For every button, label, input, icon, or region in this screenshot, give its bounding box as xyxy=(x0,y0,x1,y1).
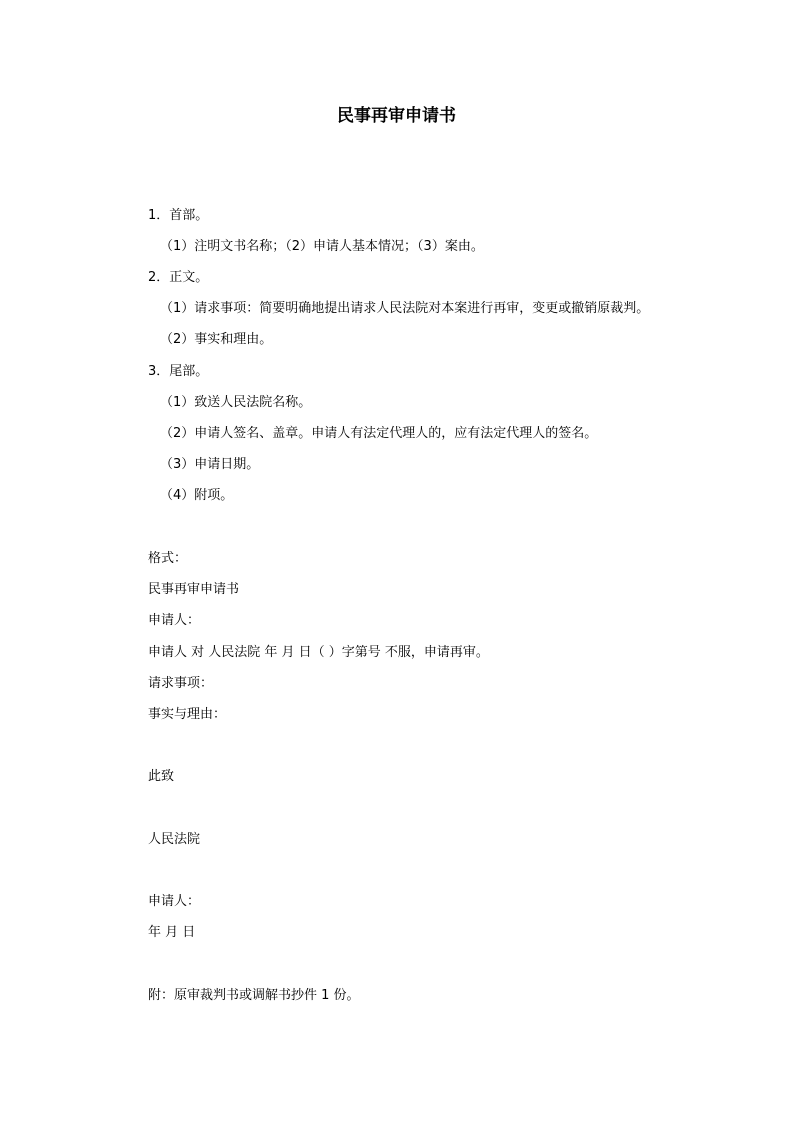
section-1-heading: 1．首部。 xyxy=(148,208,209,223)
section-1-items: （1）注明文书名称；（2）申请人基本情况；（3）案由。 xyxy=(160,239,484,254)
section-3-item-2: （2）申请人签名、盖章。申请人有法定代理人的，应有法定代理人的签名。 xyxy=(160,426,598,441)
format-date: 年 月 日 xyxy=(148,925,196,940)
format-signature-label: 申请人： xyxy=(148,894,201,909)
section-3-heading: 3．尾部。 xyxy=(148,364,209,379)
section-2-heading: 2．正文。 xyxy=(148,270,209,285)
document-title: 民事再审申请书 xyxy=(337,106,456,126)
format-request-label: 请求事项： xyxy=(148,676,214,691)
format-label: 格式： xyxy=(148,551,188,566)
format-facts-label: 事实与理由： xyxy=(148,707,227,722)
section-2-item-1: （1）请求事项：简要明确地提出请求人民法院对本案进行再审，变更或撤销原裁判。 xyxy=(160,301,650,316)
format-doc-name: 民事再审申请书 xyxy=(148,582,240,597)
format-statement: 申请人 对 人民法院 年 月 日（ ）字第号 不服，申请再审。 xyxy=(148,645,489,660)
format-attachment: 附：原审裁判书或调解书抄件 1 份。 xyxy=(148,988,360,1003)
section-3-item-1: （1）致送人民法院名称。 xyxy=(160,395,312,410)
format-applicant-label: 申请人： xyxy=(148,613,201,628)
format-salutation: 此致 xyxy=(148,769,175,784)
format-court: 人民法院 xyxy=(148,832,201,847)
section-3-item-3: （3）申请日期。 xyxy=(160,457,260,472)
section-3-item-4: （4）附项。 xyxy=(160,488,234,503)
section-2-item-2: （2）事实和理由。 xyxy=(160,332,273,347)
